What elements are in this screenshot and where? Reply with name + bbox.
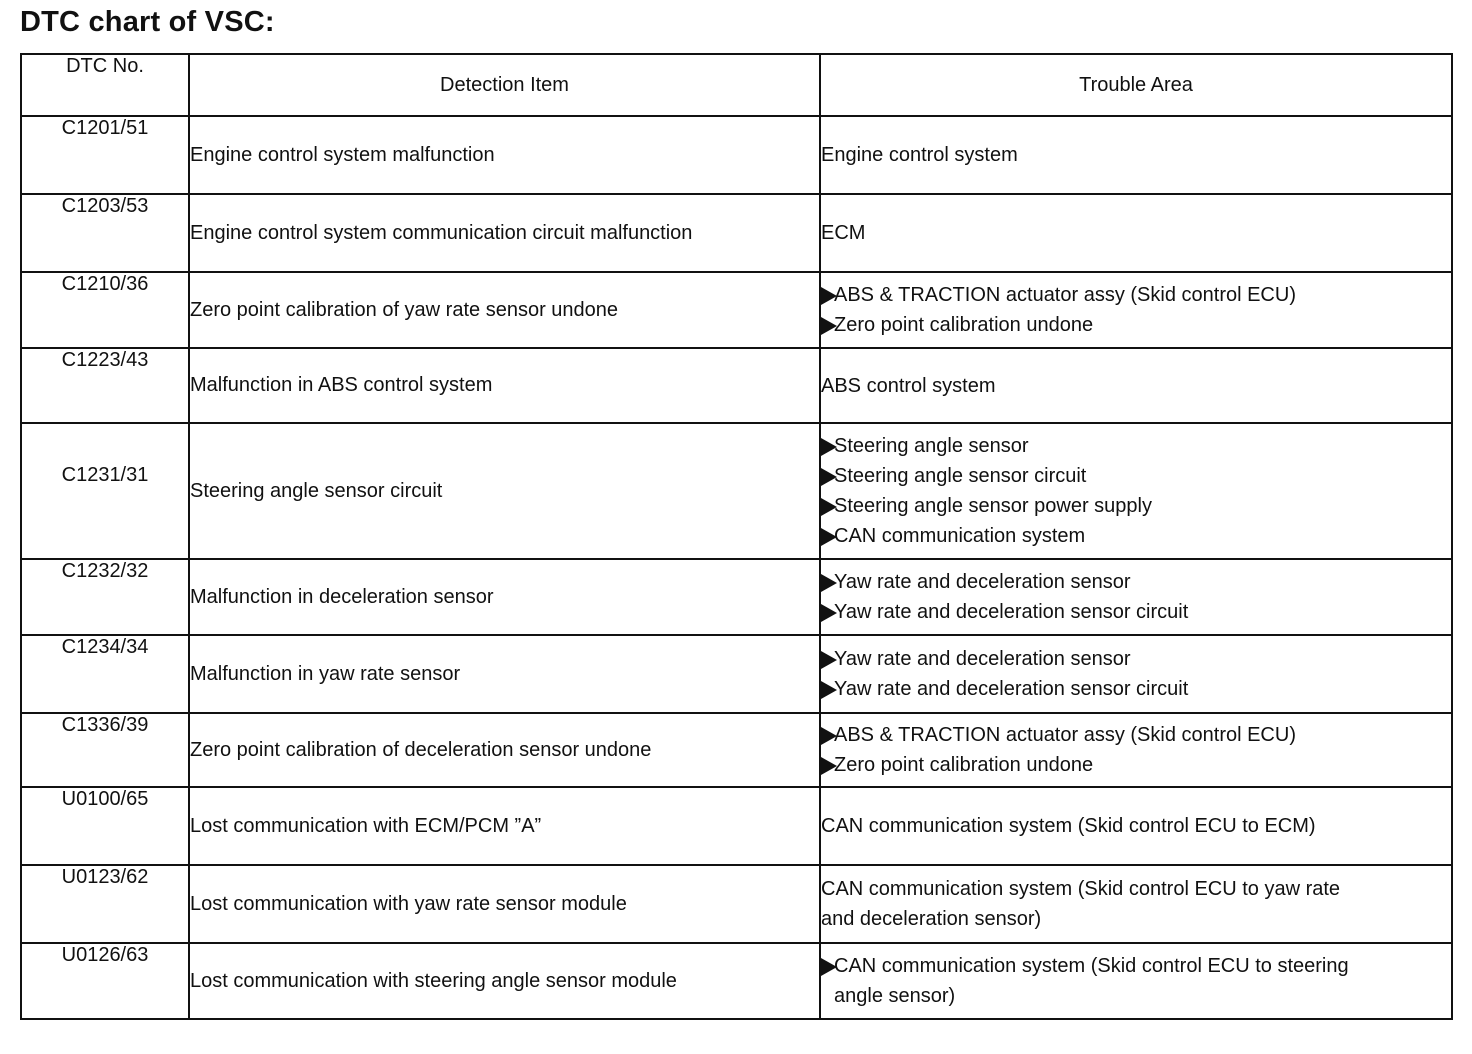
arrow-bullet-icon bbox=[821, 498, 837, 516]
trouble-area-bullet bbox=[821, 461, 1451, 491]
trouble-area-line: ABS & TRACTION actuator assy (Skid control ECU) bbox=[834, 724, 1296, 746]
trouble-area-bullet bbox=[821, 720, 1451, 750]
trouble-area-line: Yaw rate and deceleration sensor circuit bbox=[834, 678, 1189, 700]
trouble-area-line: ABS control system bbox=[821, 374, 996, 397]
table-row bbox=[21, 116, 1452, 194]
trouble-area-cell bbox=[820, 865, 1452, 943]
detection-item-cell: Malfunction in deceleration sensor bbox=[189, 559, 820, 635]
dtc-code-cell: C1336/39 bbox=[21, 713, 189, 787]
trouble-area-line: and deceleration sensor) bbox=[821, 908, 1042, 930]
trouble-area-bullet bbox=[821, 310, 1451, 340]
table-row bbox=[21, 943, 1452, 1019]
dtc-code-cell: C1203/53 bbox=[21, 194, 189, 272]
dtc-code-cell: C1234/34 bbox=[21, 635, 189, 713]
arrow-bullet-icon bbox=[821, 574, 837, 592]
trouble-area-line: Steering angle sensor power supply bbox=[834, 495, 1152, 517]
arrow-bullet-icon bbox=[821, 438, 837, 456]
arrow-bullet-icon bbox=[821, 604, 837, 622]
arrow-bullet-icon bbox=[821, 317, 837, 335]
table-row bbox=[21, 713, 1452, 787]
arrow-bullet-icon bbox=[821, 681, 837, 699]
detection-item-cell: Lost communication with steering angle sensor module bbox=[189, 943, 820, 1019]
dtc-table bbox=[20, 53, 1453, 1020]
arrow-bullet-icon bbox=[821, 468, 837, 486]
trouble-area-line: Yaw rate and deceleration sensor circuit bbox=[834, 601, 1189, 623]
table-row bbox=[21, 194, 1452, 272]
trouble-area-cell bbox=[820, 116, 1452, 194]
detection-item-cell: Malfunction in yaw rate sensor bbox=[189, 635, 820, 713]
detection-item-cell: Steering angle sensor circuit bbox=[189, 423, 820, 559]
detection-item-cell: Zero point calibration of deceleration sensor undone bbox=[189, 713, 820, 787]
header-dtc-no: DTC No. bbox=[21, 54, 189, 116]
trouble-area-line: Yaw rate and deceleration sensor bbox=[834, 571, 1131, 593]
trouble-area-bullet bbox=[821, 280, 1451, 310]
table-row bbox=[21, 423, 1452, 559]
trouble-area-bullet bbox=[821, 491, 1451, 521]
dtc-code-cell: C1232/32 bbox=[21, 559, 189, 635]
dtc-code-cell: C1223/43 bbox=[21, 348, 189, 423]
dtc-code-cell: C1231/31 bbox=[21, 423, 189, 559]
detection-item-cell: Malfunction in ABS control system bbox=[189, 348, 820, 423]
dtc-code-cell: C1210/36 bbox=[21, 272, 189, 348]
table-row bbox=[21, 865, 1452, 943]
trouble-area-cell bbox=[820, 559, 1452, 635]
trouble-area-bullet bbox=[821, 674, 1451, 704]
detection-item-cell: Engine control system communication circuit malfunction bbox=[189, 194, 820, 272]
trouble-area-cell bbox=[820, 423, 1452, 559]
trouble-area-line: Engine control system bbox=[821, 144, 1018, 166]
arrow-bullet-icon bbox=[821, 528, 837, 546]
dtc-code-cell: U0123/62 bbox=[21, 865, 189, 943]
trouble-area-cell bbox=[820, 272, 1452, 348]
page-title: DTC chart of VSC: bbox=[20, 6, 275, 38]
trouble-area-line: Steering angle sensor bbox=[834, 435, 1029, 457]
trouble-area-line: CAN communication system bbox=[834, 525, 1086, 547]
detection-item-cell: Lost communication with yaw rate sensor module bbox=[189, 865, 820, 943]
trouble-area-line: CAN communication system (Skid control ECU to ECM) bbox=[821, 815, 1316, 837]
dtc-code-cell: U0126/63 bbox=[21, 943, 189, 1019]
trouble-area-bullet bbox=[821, 431, 1451, 461]
trouble-area-line: Zero point calibration undone bbox=[834, 754, 1094, 776]
trouble-area-line: Zero point calibration undone bbox=[834, 314, 1094, 336]
dtc-code-cell: U0100/65 bbox=[21, 787, 189, 865]
trouble-area-line: ECM bbox=[821, 222, 866, 244]
trouble-area-line: CAN communication system (Skid control ECU to yaw rate bbox=[821, 878, 1341, 900]
trouble-area-line: ABS & TRACTION actuator assy (Skid control ECU) bbox=[834, 284, 1296, 306]
table-row bbox=[21, 635, 1452, 713]
trouble-area-bullet bbox=[821, 597, 1451, 627]
header-trouble-area: Trouble Area bbox=[820, 54, 1452, 116]
table-row bbox=[21, 787, 1452, 865]
trouble-area-cell bbox=[820, 194, 1452, 272]
trouble-area-cell bbox=[820, 787, 1452, 865]
trouble-area-line: Yaw rate and deceleration sensor bbox=[834, 648, 1131, 670]
trouble-area-line: angle sensor) bbox=[834, 985, 956, 1007]
table-row bbox=[21, 272, 1452, 348]
detection-item-cell: Engine control system malfunction bbox=[189, 116, 820, 194]
detection-item-cell: Zero point calibration of yaw rate sensor undone bbox=[189, 272, 820, 348]
detection-item-cell: Lost communication with ECM/PCM ”A” bbox=[189, 787, 820, 865]
trouble-area-line: Steering angle sensor circuit bbox=[834, 465, 1087, 487]
trouble-area-bullet bbox=[821, 750, 1451, 780]
header-detection-item: Detection Item bbox=[189, 54, 820, 116]
trouble-area-bullet bbox=[821, 644, 1451, 674]
table-row bbox=[21, 559, 1452, 635]
arrow-bullet-icon bbox=[821, 757, 837, 775]
trouble-area-bullet bbox=[821, 951, 1451, 981]
arrow-bullet-icon bbox=[821, 651, 837, 669]
arrow-bullet-icon bbox=[821, 958, 837, 976]
trouble-area-cell bbox=[820, 348, 1452, 423]
arrow-bullet-icon bbox=[821, 727, 837, 745]
trouble-area-cell bbox=[820, 635, 1452, 713]
arrow-bullet-icon bbox=[821, 287, 837, 305]
dtc-code-cell: C1201/51 bbox=[21, 116, 189, 194]
trouble-area-cell bbox=[820, 713, 1452, 787]
table-header-row bbox=[21, 54, 1452, 116]
trouble-area-bullet bbox=[821, 567, 1451, 597]
trouble-area-bullet bbox=[821, 521, 1451, 551]
trouble-area-line: CAN communication system (Skid control ECU to steering bbox=[834, 955, 1349, 977]
table-row bbox=[21, 348, 1452, 423]
trouble-area-cell bbox=[820, 943, 1452, 1019]
